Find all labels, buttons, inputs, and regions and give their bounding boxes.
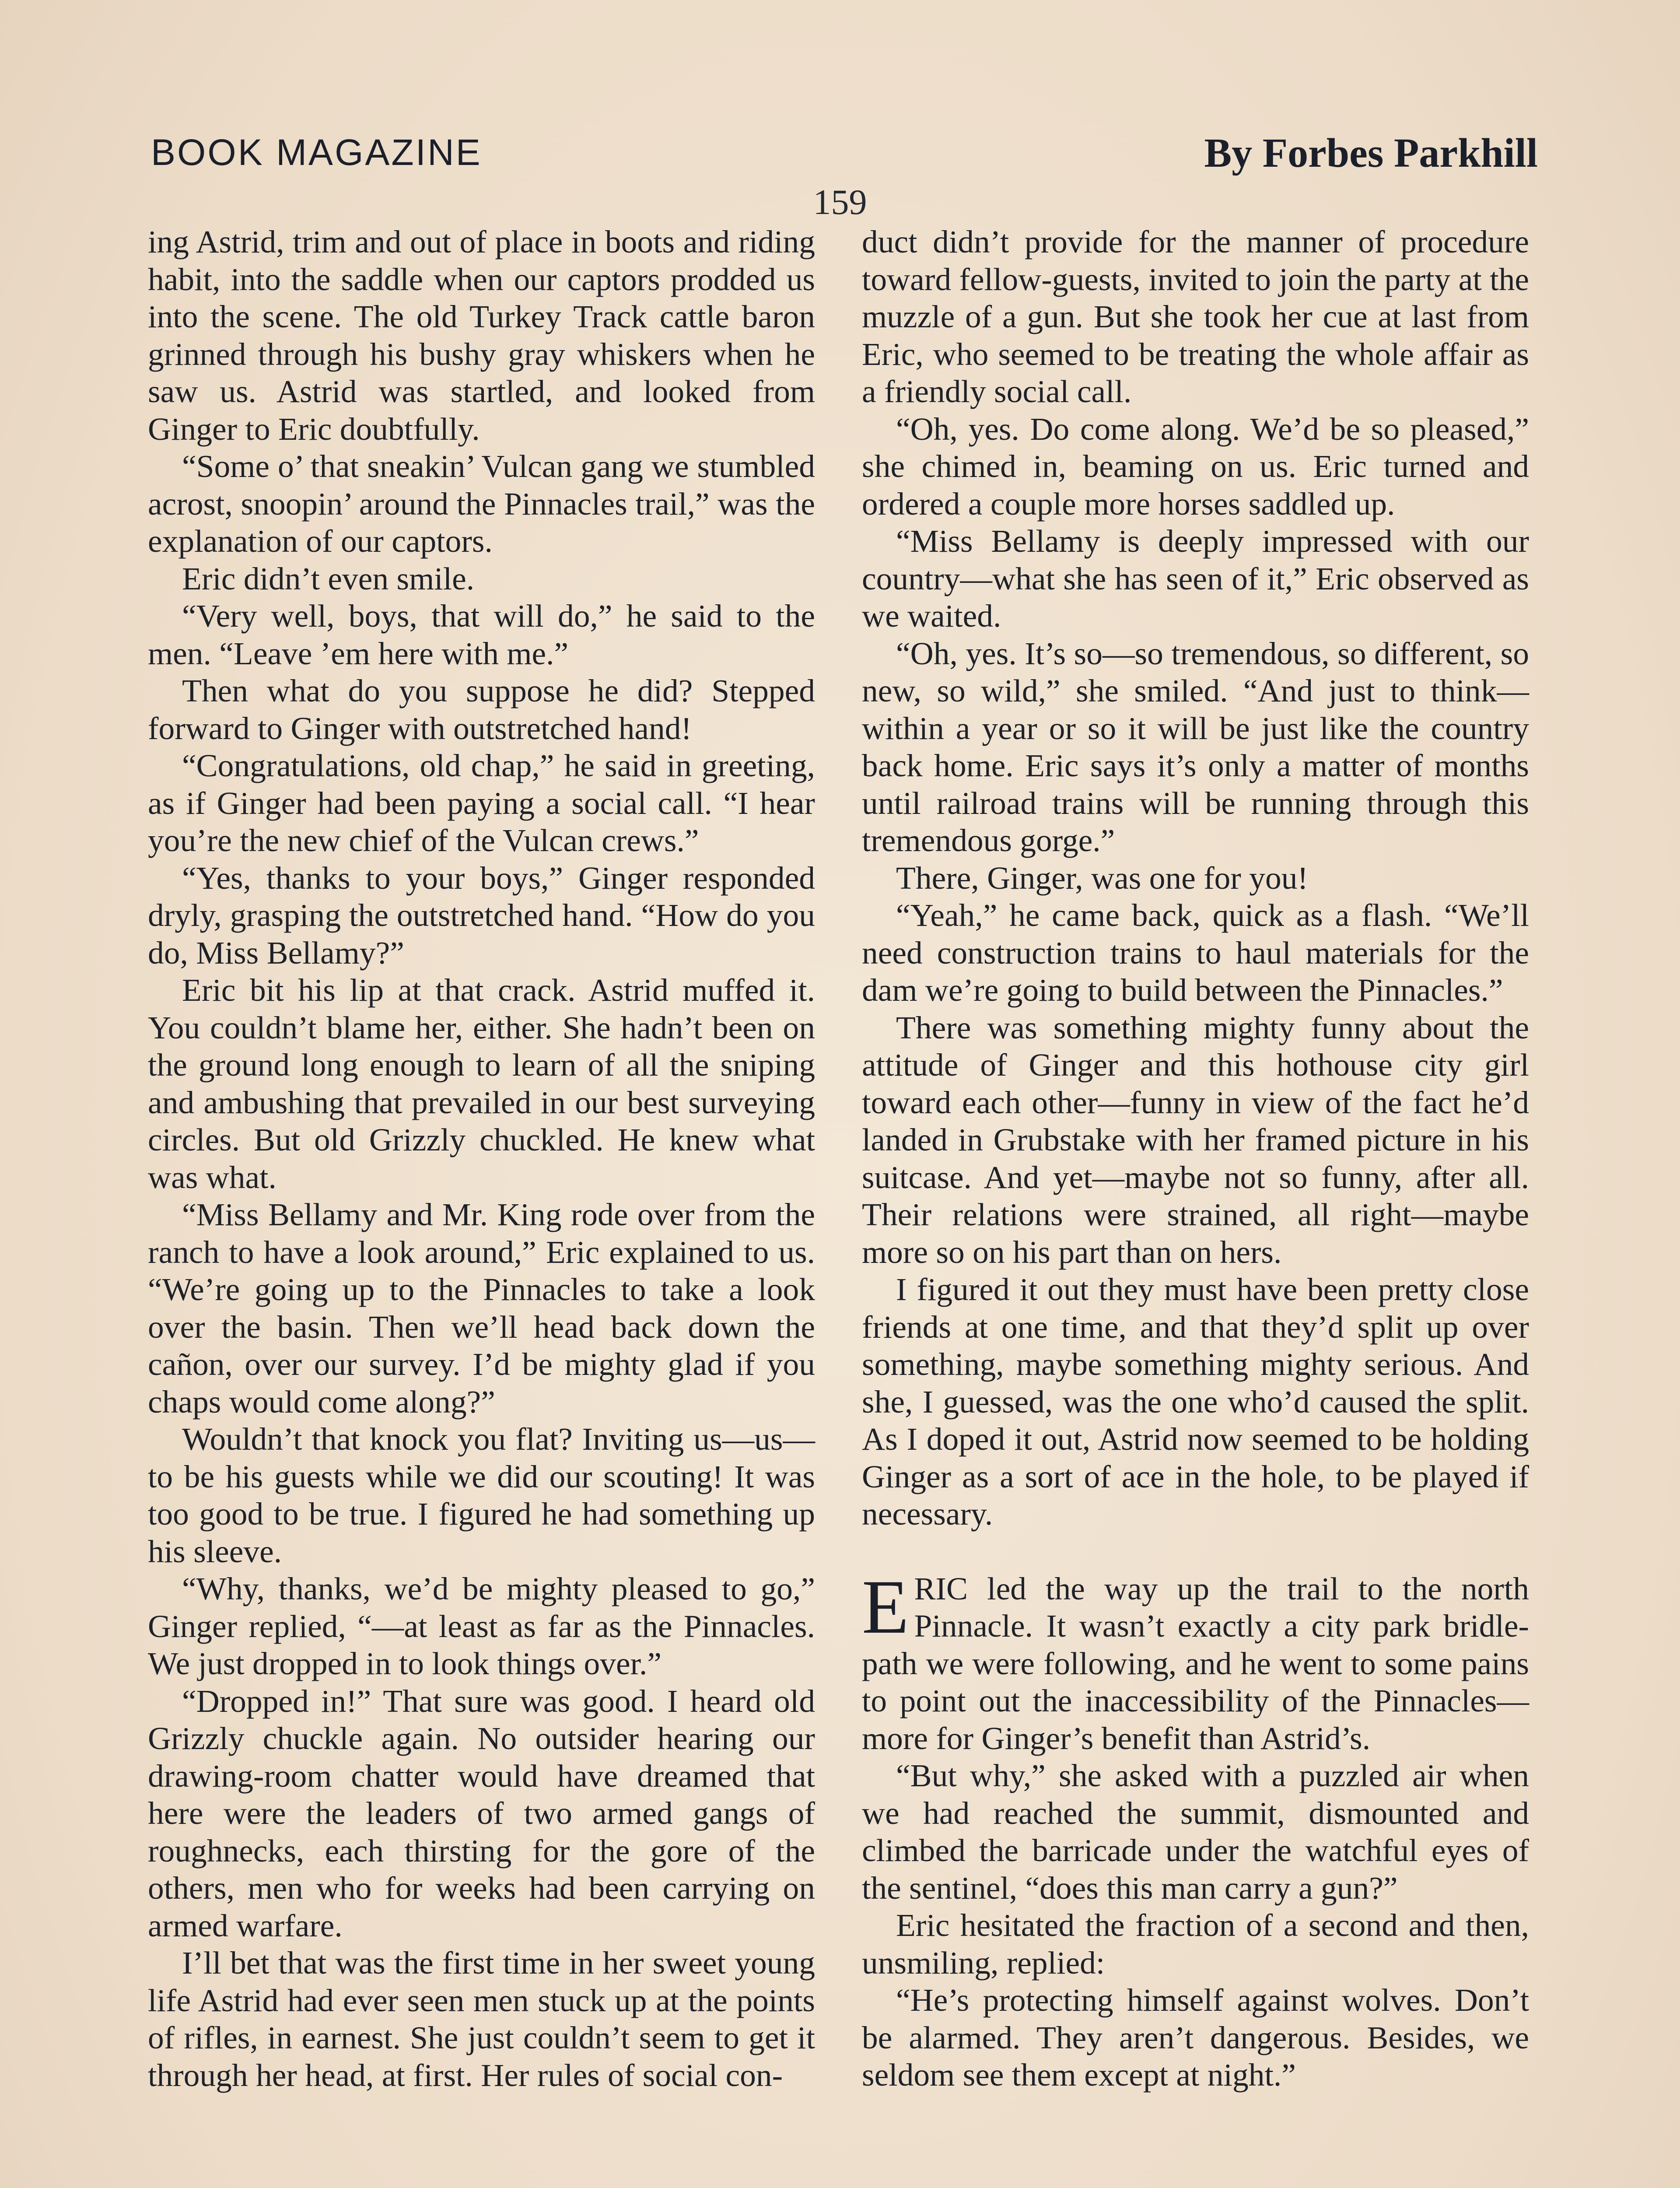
paragraph: “Why, thanks, we’d be mighty pleased to go,” Ginger replied, “—at least as far as the Pinnacles. We just dropped in to look things over.” [148, 1571, 815, 1681]
paragraph: There, Ginger, was one for you! [896, 860, 1309, 896]
paragraph: I’ll bet that was the first time in her sweet young life Astrid had ever seen men stuck up at the points of rifles, in earnest. She just couldn’t seem to get it through her head, at first. Her rules of social con- [148, 1945, 815, 2093]
paragraph: “Some o’ that sneakin’ Vulcan gang we stumbled acrost, snoopin’ around the Pinnacles trail,” was the explanation of our captors. [148, 449, 815, 559]
section-opening-paragraph [862, 1564, 1529, 1757]
paragraph: “Oh, yes. Do come along. We’d be so pleased,” she chimed in, beaming on us. Eric turned and ordered a couple more horses saddled up. [862, 411, 1529, 522]
paragraph: Then what do you suppose he did? Stepped forward to Ginger with outstretched hand! [148, 673, 815, 746]
paragraph: “He’s protecting himself against wolves. Don’t be alarmed. They aren’t dangerous. Besides, we seldom see them except at night.” [862, 1982, 1529, 2093]
section-opening-text: RIC led the way up the trail to the north Pinnacle. It wasn’t exactly a city park bridle-path we were following, and he went to some pains to point out the inaccessibility of the Pinnacles—more for Ginger’s benefit than Astrid’s. [862, 1571, 1529, 1756]
paragraph: “Very well, boys, that will do,” he said to the men. “Leave ’em here with me.” [148, 598, 815, 671]
drop-cap: E [862, 1564, 909, 1650]
paragraph: “But why,” she asked with a puzzled air when we had reached the summit, dismounted and climbed the barricade under the watchful eyes of the sentinel, “does this man carry a gun?” [862, 1758, 1529, 1906]
paragraph: duct didn’t provide for the manner of procedure toward fellow-guests, invited to join the party at the muzzle of a gun. But she took her cue at last from Eric, who seemed to be treating the whole affair as a friendly social call. [862, 224, 1529, 409]
paragraph: “Yes, thanks to your boys,” Ginger responded dryly, grasping the outstretched hand. “How do you do, Miss Bellamy?” [148, 860, 815, 971]
paragraph: Eric hesitated the fraction of a second and then, unsmiling, replied: [862, 1907, 1529, 1981]
paragraph: ing Astrid, trim and out of place in boots and riding habit, into the saddle when our captors prodded us into the scene. The old Turkey Track cattle baron grinned through his bushy gray whiskers when he saw us. Astrid was startled, and looked from Ginger to Eric doubtfully. [148, 224, 815, 447]
paragraph: There was something mighty funny about the attitude of Ginger and this hothouse city girl toward each other—funny in view of the fact he’d landed in Grubstake with her framed picture in his suitcase. And yet—maybe not so funny, after all. Their relations were strained, all right—maybe more so on his part than on hers. [862, 1010, 1529, 1270]
paragraph: “Yeah,” he came back, quick as a flash. “We’ll need construction trains to haul materials for the dam we’re going to build between the Pinnacles.” [862, 898, 1529, 1008]
paragraph: “Miss Bellamy is deeply impressed with our country—what she has seen of it,” Eric observed as we waited. [862, 523, 1529, 634]
left-column [148, 223, 815, 2094]
paragraph: “Miss Bellamy and Mr. King rode over from the ranch to have a look around,” Eric explained to us. “We’re going up to the Pinnacles to take a look over the basin. Then we’ll head back down the cañon, over our survey. I’d be mighty glad if you chaps would come along?” [148, 1197, 815, 1420]
right-column [862, 223, 1529, 2094]
paragraph: I figured it out they must have been pretty close friends at one time, and that they’d split up over something, maybe something mighty serious. And she, I guessed, was the one who’d caused the split. As I doped it out, Astrid now seemed to be holding Ginger as a sort of ace in the hole, to be played if necessary. [862, 1272, 1529, 1532]
paragraph: “Dropped in!” That sure was good. I heard old Grizzly chuckle again. No outsider hearing our drawing-room chatter would have dreamed that here were the leaders of two armed gangs of roughnecks, each thirsting for the gore of the others, men who for weeks had been carrying on armed warfare. [148, 1683, 815, 1943]
paragraph: “Oh, yes. It’s so—so tremendous, so different, so new, so wild,” she smiled. “And just to think—within a year or so it will be just like the country back home. Eric says it’s only a matter of months until railroad trains will be running through this tremendous gorge.” [862, 635, 1529, 858]
paragraph: Wouldn’t that knock you flat? Inviting us—us—to be his guests while we did our scouting! It was too good to be true. I figured he had something up his sleeve. [148, 1421, 815, 1569]
page-number: 159 [813, 182, 867, 222]
paragraph: Eric bit his lip at that crack. Astrid muffed it. You couldn’t blame her, either. She hadn’t been on the ground long enough to learn of all the sniping and ambushing that prevailed in our best surveying circles. But old Grizzly chuckled. He knew what was what. [148, 972, 815, 1195]
publication-title: BOOK MAGAZINE [151, 132, 482, 173]
author-byline: By Forbes Parkhill [1204, 130, 1538, 176]
paragraph: Eric didn’t even smile. [182, 561, 475, 596]
paragraph: “Congratulations, old chap,” he said in greeting, as if Ginger had been paying a social call. “I hear you’re the new chief of the Vulcan crews.” [148, 748, 815, 858]
